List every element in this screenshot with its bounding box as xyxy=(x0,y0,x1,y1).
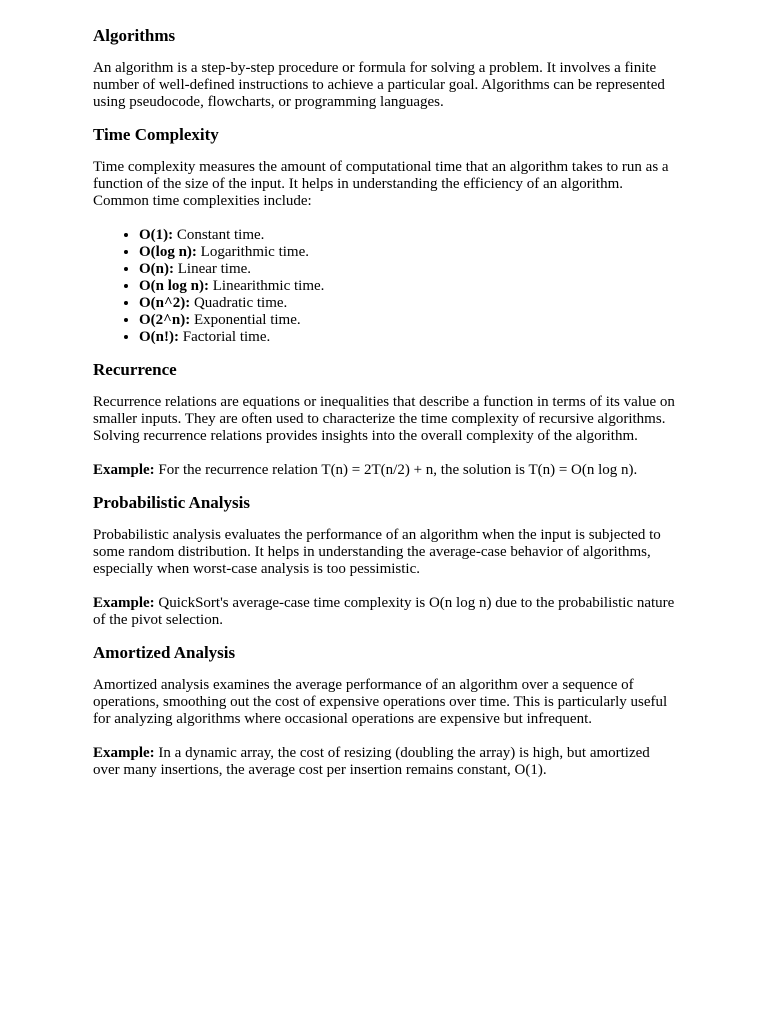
paragraph-algorithms: An algorithm is a step-by-step procedure or formula for solving a problem. It involves a finite number of well-defined instructions to achieve a particular goal. Algorithms can be represented using pseudocode, flowcharts, or programming languages. xyxy=(93,60,665,110)
list-item-desc: Exponential time. xyxy=(190,312,301,328)
example-text: For the recurrence relation T(n) = 2T(n/2) + n, the solution is T(n) = O(n log n). xyxy=(154,462,638,478)
example-probabilistic xyxy=(93,595,675,629)
list-item-desc: Linear time. xyxy=(174,261,252,277)
list-item-term: O(n log n): xyxy=(139,278,210,294)
heading-amortized-analysis: Amortized Analysis xyxy=(93,643,236,662)
list-item xyxy=(139,227,675,244)
heading-probabilistic-analysis: Probabilistic Analysis xyxy=(93,493,250,512)
list-item-term: O(n^2): xyxy=(139,295,191,311)
list-item-term: O(2^n): xyxy=(139,312,191,328)
heading-algorithms: Algorithms xyxy=(93,26,176,45)
example-label: Example: xyxy=(93,462,155,478)
list-item xyxy=(139,261,675,278)
example-text: In a dynamic array, the cost of resizing (doubling the array) is high, but amortized over many insertions, the average cost per insertion remains constant, O(1). xyxy=(93,745,650,778)
list-item-term: O(n): xyxy=(139,261,174,277)
list-item xyxy=(139,244,675,261)
paragraph-amortized-analysis: Amortized analysis examines the average performance of an algorithm over a sequence of operations, smoothing out the cost of expensive operations over time. This is particularly useful for analyzing algorithms where occasional operations are expensive but infrequent. xyxy=(93,677,668,727)
example-label: Example: xyxy=(93,745,155,761)
paragraph-recurrence: Recurrence relations are equations or inequalities that describe a function in terms of its value on smaller inputs. They are often used to characterize the time complexity of recursive algorithms. Solving recurrence relations provides insights into the overall complexity of the algorithm. xyxy=(93,394,675,444)
example-label: Example: xyxy=(93,595,155,611)
list-item-desc: Quadratic time. xyxy=(190,295,288,311)
list-item-desc: Constant time. xyxy=(173,227,265,243)
list-item xyxy=(139,295,675,312)
paragraph-probabilistic-analysis: Probabilistic analysis evaluates the performance of an algorithm when the input is subjected to some random distribution. It helps in understanding the average-case behavior of algorithms, especially when worst-case analysis is too pessimistic. xyxy=(93,527,661,577)
list-item xyxy=(139,329,675,346)
paragraph-time-complexity: Time complexity measures the amount of computational time that an algorithm takes to run as a function of the size of the input. It helps in understanding the efficiency of an algorithm. Common time complexities include: xyxy=(93,159,669,209)
list-item-desc: Logarithmic time. xyxy=(196,244,309,260)
list-item xyxy=(139,312,675,329)
heading-time-complexity: Time Complexity xyxy=(93,125,219,144)
list-item-desc: Linearithmic time. xyxy=(209,278,325,294)
list-item-term: O(log n): xyxy=(139,244,197,260)
complexity-list xyxy=(93,227,675,346)
list-item xyxy=(139,278,675,295)
example-recurrence xyxy=(93,462,675,479)
list-item-desc: Factorial time. xyxy=(179,329,271,345)
example-amortized xyxy=(93,745,675,779)
heading-recurrence: Recurrence xyxy=(93,360,177,379)
example-text: QuickSort's average-case time complexity is O(n log n) due to the probabilistic nature of the pivot selection. xyxy=(93,595,675,628)
list-item-term: O(1): xyxy=(139,227,174,243)
list-item-term: O(n!): xyxy=(139,329,179,345)
